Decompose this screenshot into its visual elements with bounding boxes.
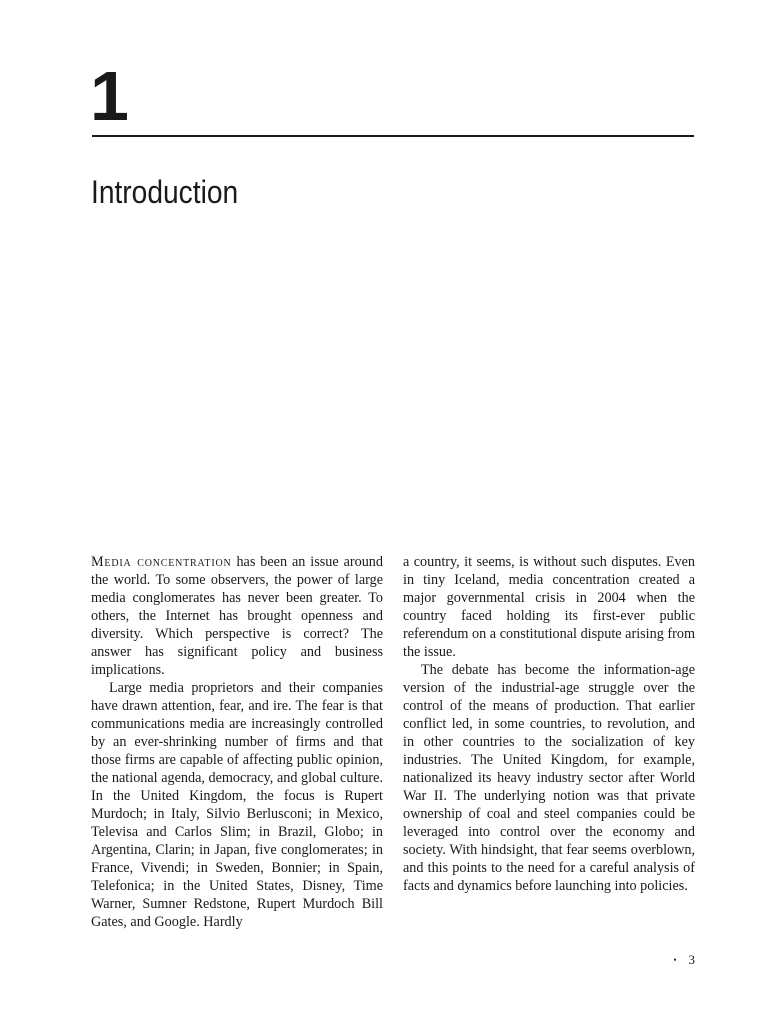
- opening-paragraph: [91, 553, 383, 679]
- lead-in-smallcaps: Media concentration: [91, 554, 232, 570]
- right-text-column: [403, 553, 695, 895]
- chapter-title: Introduction: [91, 174, 239, 210]
- folio-bullet: •: [673, 955, 677, 965]
- body-paragraph-3: The debate has become the information-age version of the industrial-age struggle over the control of the means of production. That earlier conflict led, in some countries, to revolution, and in other countries to the socialization of key industries. The United Kingdom, for example, nationalized its heavy industry sector after World War II. The underlying notion was that private ownership of coal and steel companies could be leveraged into control over the economy and society. With hindsight, that fear seems overblown, and this points to the need for a careful analysis of facts and dynamics before launching into policies.: [403, 662, 695, 894]
- body-paragraph-2: Large media proprietors and their companies have drawn attention, fear, and ire. The fear is that communications media are increasingly controlled by an ever-shrinking number of firms and that those firms are capable of affecting public opinion, the national agenda, democracy, and global culture. In the United Kingdom, the focus is Rupert Murdoch; in Italy, Silvio Berlusconi; in Mexico, Televisa and Carlos Slim; in Brazil, Globo; in Argentina, Clarin; in Japan, five conglomerates; in France, Vivendi; in Sweden, Bonnier; in Spain, Telefonica; in the United States, Disney, Time Warner, Sumner Redstone, Rupert Murdoch Bill Gates, and Google. Hardly: [91, 680, 383, 930]
- page-folio: [673, 952, 695, 969]
- opening-paragraph-text: has been an issue around the world. To some observers, the power of large media conglomerates has never been greater. To others, the Internet has brought openness and diversity. Which perspective is correct? The answer has significant policy and business implications.: [91, 554, 383, 678]
- chapter-number: 1: [90, 57, 128, 135]
- page-number: 3: [688, 952, 695, 967]
- chapter-rule: [92, 135, 694, 137]
- left-text-column: [91, 553, 383, 931]
- paragraph-continuation: a country, it seems, is without such disputes. Even in tiny Iceland, media concentration created a major governmental crisis in 2004 when the country faced holding its first-ever public referendum on a constitutional dispute arising from the issue.: [403, 554, 695, 660]
